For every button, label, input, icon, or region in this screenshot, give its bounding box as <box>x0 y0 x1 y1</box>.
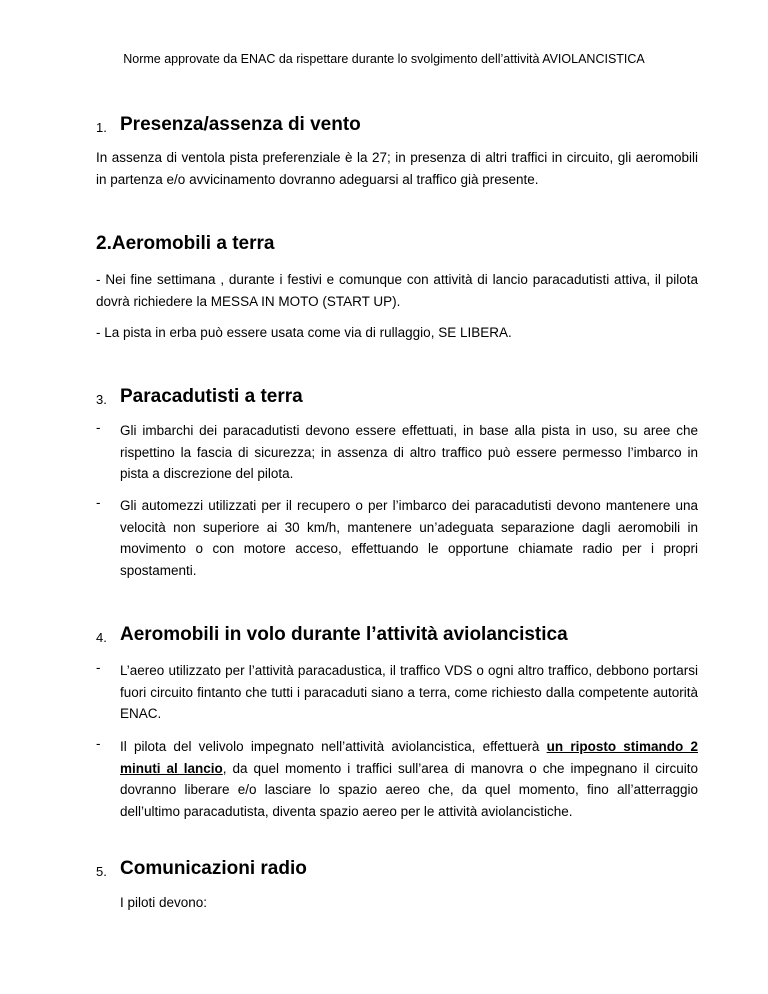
section-2-paragraph-1: - Nei fine settimana , durante i festivi e comunque con attività di lancio paracadutisti attiva, il pilota dovrà richiedere la MESSA IN MOTO (START UP). <box>96 272 698 309</box>
section-3-heading: Paracadutisti a terra <box>120 386 303 407</box>
section-4-bullet-2-emphasis: un riposto stimando 2 minuti al lancio <box>120 739 698 776</box>
page-header: Norme approvate da ENAC da rispettare durante lo svolgimento dell’attività AVIOLANCISTICA <box>123 52 645 66</box>
section-3-number: 3. <box>96 392 107 407</box>
section-4-heading: Aeromobili in volo durante l’attività aviolancistica <box>120 624 568 645</box>
section-4-bullet-1-dash: - <box>96 660 101 675</box>
section-4-bullet-2-dash: - <box>96 736 101 751</box>
section-5-heading: Comunicazioni radio <box>120 858 307 879</box>
section-3-bullet-2-dash: - <box>96 495 101 510</box>
section-1-heading: Presenza/assenza di vento <box>120 114 361 135</box>
section-5-number: 5. <box>96 864 107 879</box>
section-4-bullet-2-text-end: , da quel momento i traffici sull’area di manovra o che impegnano il circuito dovranno liberare e/o lasciare lo spazio aereo che, da quel momento, fino all’atterraggio dell’ultimo paracadutista, diventa spazio aereo per le attività aviolancistiche. <box>120 760 698 819</box>
section-1-paragraph: In assenza di ventola pista preferenziale è la 27; in presenza di altri traffici in circuito, gli aeromobili in partenza e/o avvicinamento dovranno adeguarsi al traffico già presente. <box>96 150 698 187</box>
section-3-bullet-1: Gli imbarchi dei paracadutisti devono essere effettuati, in base alla pista in uso, su aree che rispettino la fascia di sicurezza; in assenza di altro traffico può essere permesso l’imbarco in pista a discrezione del pilota. <box>120 423 698 481</box>
section-5-paragraph: I piloti devono: <box>120 895 208 910</box>
section-3-bullet-2: Gli automezzi utilizzati per il recupero o per l’imbarco dei paracadutisti devono mantenere una velocità non superiore ai 30 km/h, mantenere un’adeguata separazione dagli aeromobili in movimento o con motore acceso, effettuando le opportune chiamate radio per i propri spostamenti. <box>120 498 698 578</box>
section-4-bullet-2 <box>120 736 698 822</box>
section-4-number: 4. <box>96 630 107 645</box>
section-3-bullet-1-dash: - <box>96 420 101 435</box>
section-4-bullet-1: L’aereo utilizzato per l’attività paracadustica, il traffico VDS o ogni altro traffico, debbono portarsi fuori circuito fintanto che tutti i paracaduti siano a terra, come richiesto dalla competente autorità ENAC. <box>120 663 698 721</box>
section-1-number: 1. <box>96 120 107 135</box>
section-2-heading: 2.Aeromobili a terra <box>96 233 275 254</box>
section-2-paragraph-2: - La pista in erba può essere usata come via di rullaggio, SE LIBERA. <box>96 325 512 340</box>
section-4-bullet-2-text-start: Il pilota del velivolo impegnato nell’attività aviolancistica, effettuerà <box>120 739 547 754</box>
